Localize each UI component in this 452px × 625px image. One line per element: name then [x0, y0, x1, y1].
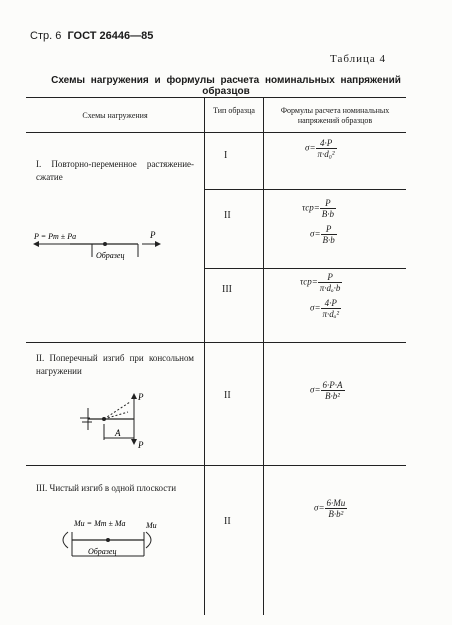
section-1-text: I. Повторно-переменное растяжение-сжатие	[36, 159, 194, 182]
pure-bending-diagram	[38, 512, 168, 570]
section-3-text: III. Чистый изгиб в одной плоскости	[36, 483, 177, 493]
specimen-label: Образец	[96, 251, 125, 260]
moment-m-label: Mи	[146, 521, 157, 530]
header-rule	[26, 132, 406, 133]
formula-3a: τср= $\frac{P}{\text{π·dₒ·b}}$	[300, 272, 341, 293]
section-2-text: II. Поперечный изгиб при консольном нагружении	[36, 353, 194, 376]
tension-diagram	[30, 222, 200, 272]
force-p-bottom-label: P	[138, 440, 144, 450]
arm-a-label: A	[115, 428, 121, 438]
deflection-line	[104, 402, 130, 419]
specimen-label: Образец	[88, 547, 117, 556]
standard-number: ГОСТ 26446—85	[67, 30, 154, 42]
formula-3b: σ= $\frac{4\cdot P}{\text{π·dₒ²}}$	[310, 298, 340, 319]
formula-4: σ= $\frac{6\cdot P\cdot A}{\text{B·b²}}$	[310, 380, 343, 401]
deflection-line	[104, 412, 128, 419]
row-divider	[204, 189, 406, 190]
column-divider-1	[204, 97, 205, 615]
column-divider-2	[263, 97, 264, 615]
column-header-formulas: Формулы расчета номинальных напряжений образцов	[280, 106, 390, 125]
type-cell: II	[224, 516, 231, 527]
page-prefix: Стр. 6	[30, 30, 62, 42]
table-title: Схемы нагружения и формулы расчета номинальных напряжений образцов	[51, 75, 401, 97]
formula-1: σ= $\frac{4\cdot P}{\text{π·d₀²}}$	[305, 138, 335, 159]
formula-2a: τср= $\frac{P}{B\cdot b}$	[302, 198, 335, 219]
specimen-center-dot	[106, 538, 110, 542]
section-divider	[26, 342, 406, 343]
force-label: P = Pm ± Pa	[34, 232, 77, 241]
row-divider	[204, 268, 406, 269]
type-cell: II	[224, 390, 231, 401]
type-cell: I	[224, 150, 228, 161]
section-divider	[26, 465, 406, 466]
moment-arc-right	[146, 532, 151, 548]
force-p-label: P	[150, 230, 156, 240]
page-header	[30, 30, 153, 42]
specimen-center-dot	[103, 242, 107, 246]
table-top-rule	[26, 97, 406, 98]
cantilever-diagram	[70, 388, 160, 458]
formula-5: σ= $\frac{6\cdot Mи}{\text{B·b²}}$	[314, 498, 346, 519]
force-p-top-label: P	[138, 392, 144, 402]
table-label: Таблица 4	[330, 53, 387, 65]
formula-2b: σ= $\frac{P}{B\cdot b}$	[310, 224, 335, 245]
moment-label: Mи = Mm ± Ma	[74, 519, 126, 528]
column-header-schemes: Схемы нагружения	[82, 111, 148, 120]
column-header-type: Тип образца	[213, 106, 255, 115]
type-cell: II	[224, 210, 231, 221]
type-cell: III	[222, 284, 232, 295]
moment-arc-left	[63, 532, 68, 548]
